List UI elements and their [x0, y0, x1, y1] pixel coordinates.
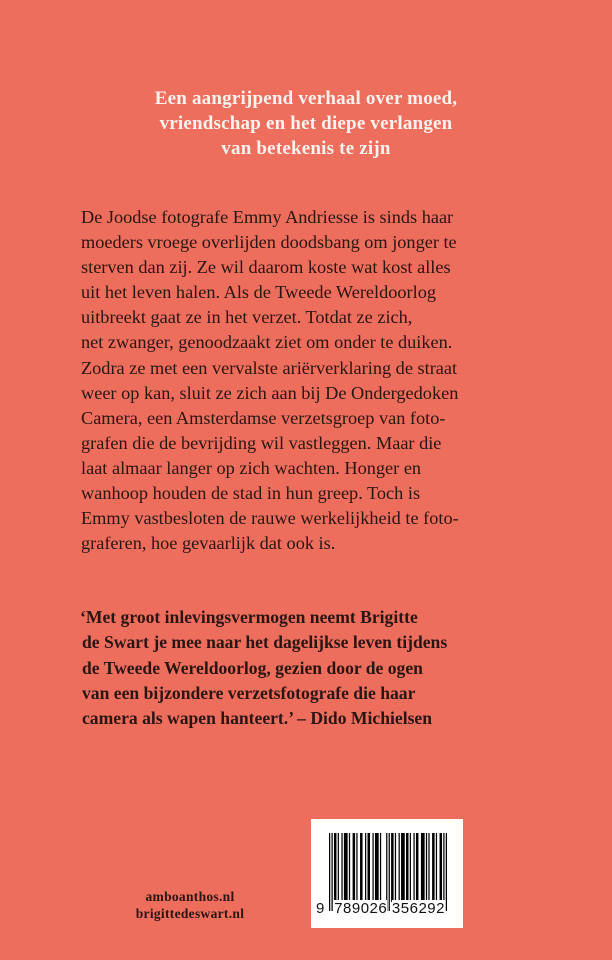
isbn-prefix: 9 — [316, 900, 325, 917]
tagline — [0, 86, 612, 161]
blurb-line: moeders vroege overlijden doodsbang om jonger te — [81, 232, 457, 253]
blurb-line: laat almaar langer op zich wachten. Honger en — [81, 457, 422, 478]
author-website: brigittedeswart.nl — [135, 906, 245, 921]
blurb-line: grafen die de bevrijding wil vastleggen. Maar die — [81, 432, 442, 453]
review-quote — [80, 605, 550, 731]
blurb-line: uit het leven halen. Als de Tweede Wereldoorlog — [81, 282, 436, 303]
blurb-line: sterven dan zij. Ze wil daarom koste wat kost alles — [81, 257, 451, 278]
isbn-barcode — [311, 819, 463, 928]
isbn-number — [316, 900, 445, 917]
blurb-line: Camera, een Amsterdamse verzetsgroep van foto- — [81, 407, 446, 428]
blurb-line: Zodra ze met een vervalste ariërverklaring de straat — [81, 357, 458, 378]
blurb-line: weer op kan, sluit ze zich aan bij De Ondergedoken — [81, 382, 459, 403]
quote-line: van een bijzondere verzetsfotografe die haar — [82, 682, 416, 703]
isbn-group-2: 356292 — [391, 900, 445, 917]
blurb-line: wanhoop houden de stad in hun greep. Toch is — [81, 483, 421, 504]
quote-line: de Swart je mee naar het dagelijkse leven tijdens — [82, 632, 448, 653]
blurb-line: graferen, hoe gevaarlijk dat ook is. — [81, 533, 336, 554]
blurb-line: net zwanger, genoodzaakt ziet om onder te duiken. — [81, 332, 453, 353]
isbn-group-1: 789026 — [334, 900, 388, 917]
blurb-line: uitbreekt gaat ze in het verzet. Totdat ze zich, — [81, 307, 413, 328]
tagline-line: Een aangrijpend verhaal over moed, — [154, 88, 458, 109]
tagline-line: van betekenis te zijn — [221, 138, 391, 159]
quote-line: de Tweede Wereldoorlog, gezien door de ogen — [82, 657, 423, 678]
quote-line: camera als wapen hanteert.’ – Dido Michielsen — [82, 708, 433, 729]
book-blurb — [81, 205, 551, 556]
tagline-line: vriendschap en het diepe verlangen — [159, 113, 453, 134]
blurb-line: Emmy vastbesloten de rauwe werkelijkheid te foto- — [81, 508, 459, 529]
quote-line: ‘Met groot inlevingsvermogen neemt Brigitte — [80, 607, 418, 627]
website-links — [120, 888, 260, 922]
publisher-website: amboanthos.nl — [145, 889, 235, 904]
blurb-line: De Joodse fotografe Emmy Andriesse is sinds haar — [81, 207, 454, 227]
